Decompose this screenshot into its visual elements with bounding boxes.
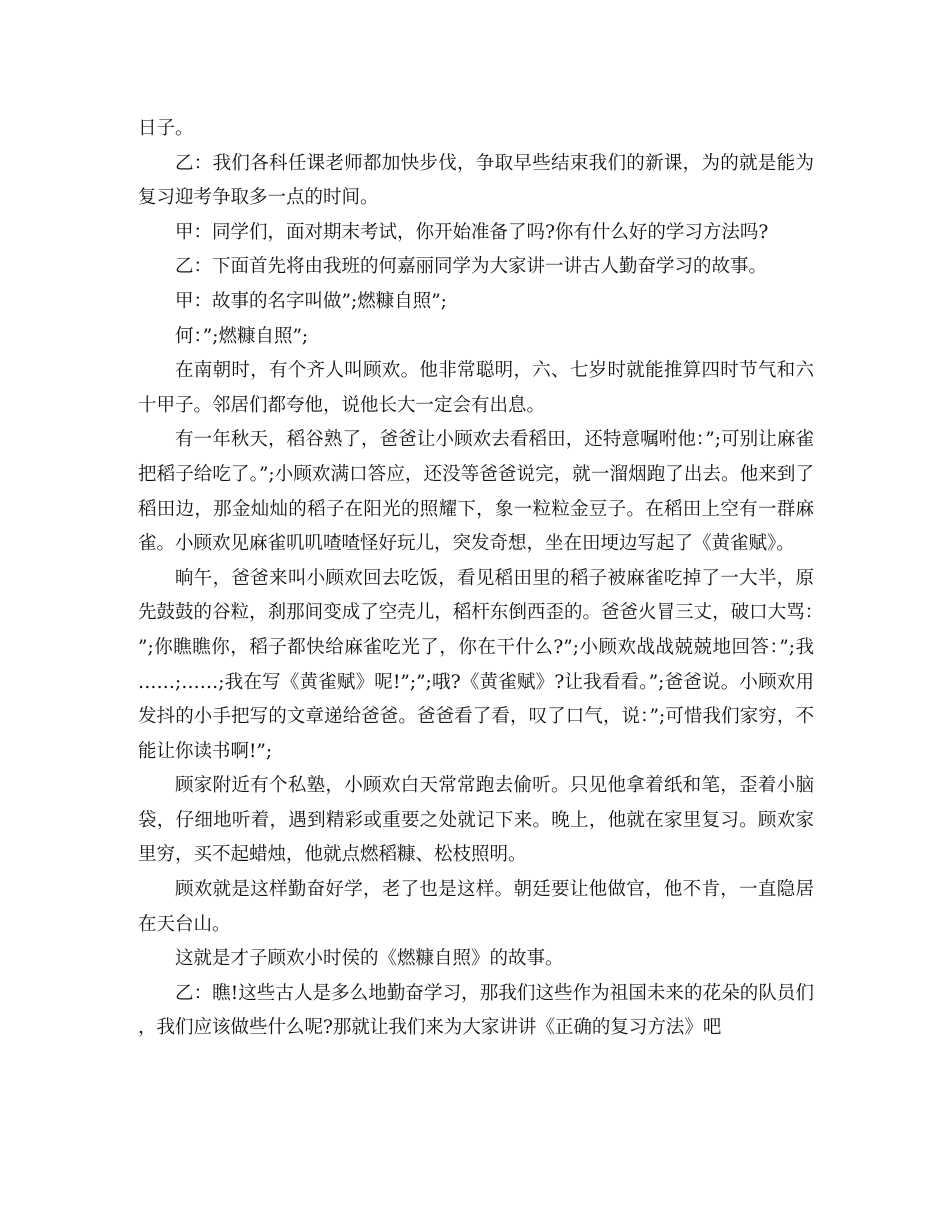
paragraph-2: 乙：我们各科任课老师都加快步伐，争取早些结束我们的新课，为的就是能为复习迎考争取多一点的时间。: [138, 152, 814, 209]
paragraph-12: 这就是才子顾欢小时侯的《燃糠自照》的故事。: [175, 948, 564, 970]
paragraph-1: 日子。: [138, 118, 194, 139]
paragraph-6: 何：”;燃糠自照”;: [175, 325, 309, 347]
paragraph-3: 甲：同学们，面对期末考试，你开始准备了吗?你有什么好的学习方法吗?: [175, 221, 769, 243]
paragraph-7: 在南朝时，有个齐人叫顾欢。他非常聪明，六、七岁时就能推算四时节气和六十甲子。邻居们都夸他，说他长大一定会有出息。: [138, 360, 814, 416]
paragraph-9: 晌午，爸爸来叫小顾欢回去吃饭，看见稻田里的稻子被麻雀吃掉了一大半，原先鼓鼓的谷粒，刹那间变成了空壳儿，稻杆东倒西歪的。爸爸火冒三丈，破口大骂：”;你瞧瞧你，稻子都快给麻雀吃光了，你在干什么?”;小顾欢战战兢兢地回答：”;我……;……;我在写《黄雀赋》呢!”;”;哦?《黄雀赋》?让我看看。”;爸爸说。小顾欢用发抖的小手把写的文章递给爸爸。爸爸看了看，叹了口气，说：”;可惜我们家穷，不能让你读书啊!”;: [138, 567, 814, 762]
paragraph-5: 甲：故事的名字叫做”;燃糠自照”;: [175, 290, 447, 312]
paragraph-8: 有一年秋天，稻谷熟了，爸爸让小顾欢去看稻田，还特意嘱咐他：”;可别让麻雀把稻子给吃了。”;小顾欢满口答应，还没等爸爸说完，就一溜烟跑了出去。他来到了稻田边，那金灿灿的稻子在阳光的照耀下，象一粒粒金豆子。在稻田上空有一群麻雀。小顾欢见麻雀叽叽喳喳怪好玩儿，突发奇想，坐在田埂边写起了《黄雀赋》。: [138, 429, 814, 555]
paragraph-10: 顾家附近有个私塾，小顾欢白天常常跑去偷听。只见他拿着纸和笔，歪着小脑袋，仔细地听着，遇到精彩或重要之处就记下来。晚上，他就在家里复习。顾欢家里穷，买不起蜡烛，他就点燃稻糠、松枝照明。: [138, 775, 814, 866]
paragraph-11: 顾欢就是这样勤奋好学，老了也是这样。朝廷要让他做官，他不肯，一直隐居在天台山。: [138, 879, 814, 935]
paragraph-13: 乙：瞧!这些古人是多么地勤奋学习，那我们这些作为祖国未来的花朵的队员们，我们应该做些什么呢?那就让我们来为大家讲讲《正确的复习方法》吧: [138, 982, 814, 1039]
document-body: [138, 112, 814, 1046]
paragraph-4: 乙：下面首先将由我班的何嘉丽同学为大家讲一讲古人勤奋学习的故事。: [175, 256, 768, 278]
